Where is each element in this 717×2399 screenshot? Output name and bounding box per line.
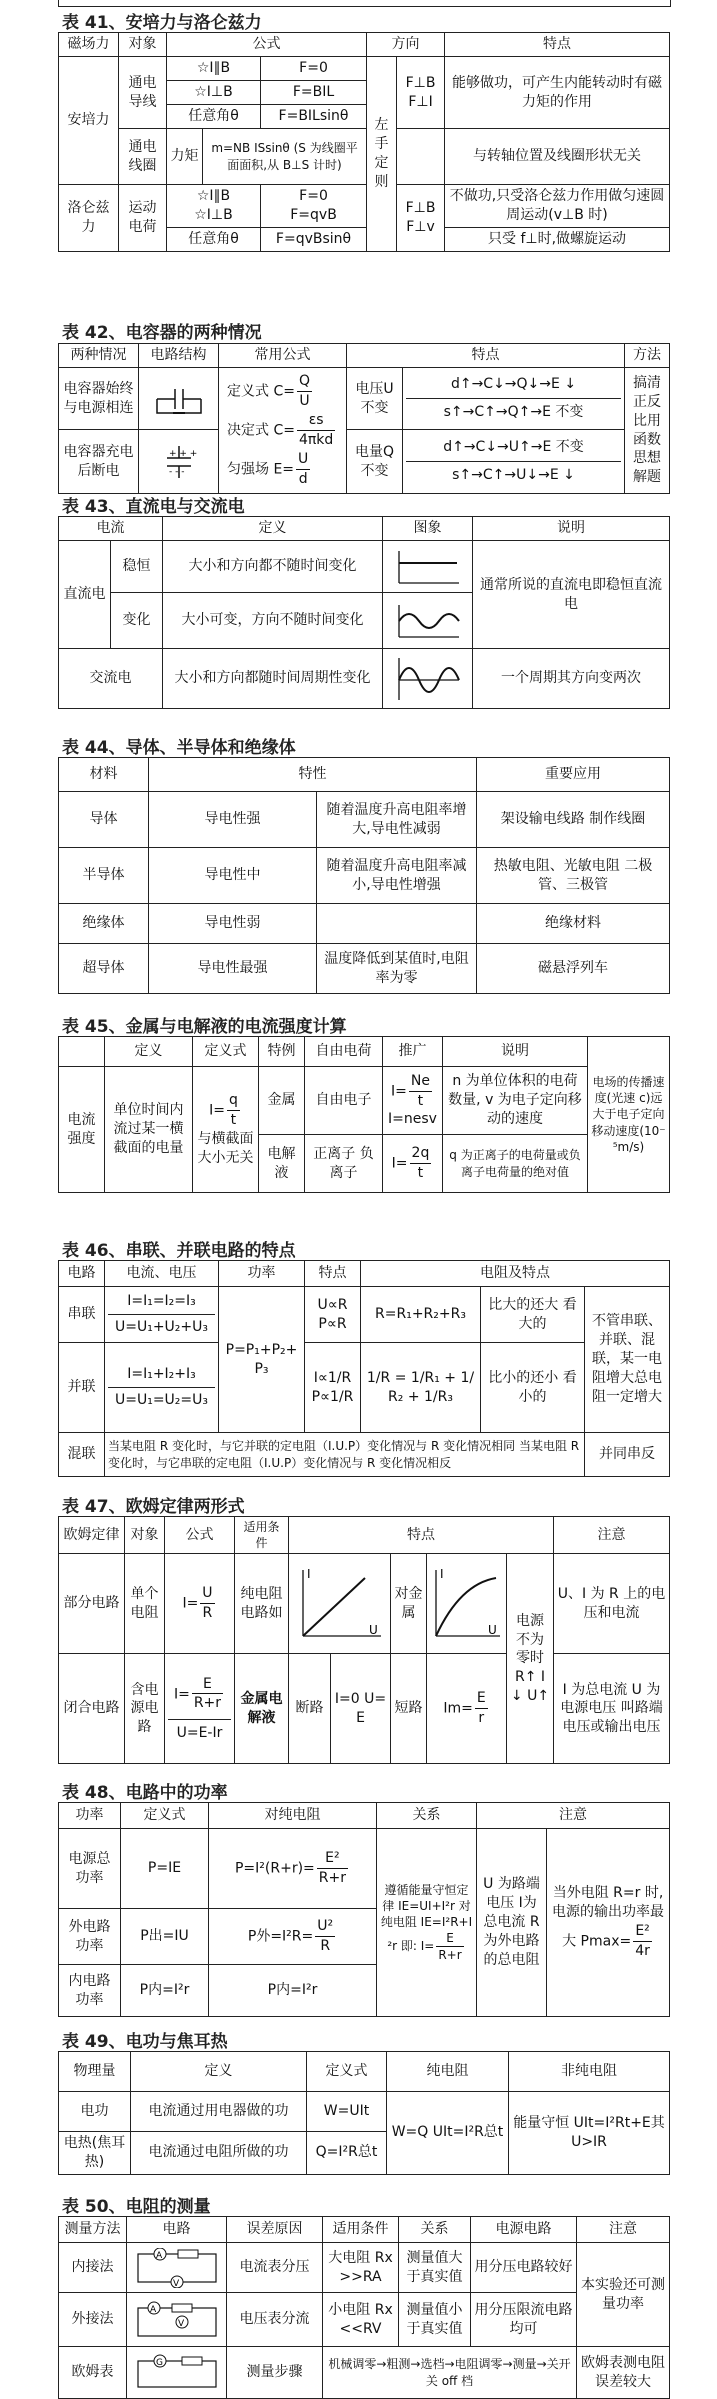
cell: 电压表分流 [227,2293,323,2347]
col-header: 特点 [445,33,670,57]
cell-line: 当外电阻 R=r 时, 电源的输出功率最大 Pmax= [552,1885,664,1950]
col-header: 两种情况 [59,344,139,368]
table-49 [58,2051,670,2175]
col-header: 方法 [625,344,670,368]
col-header: 注意 [554,1517,670,1554]
col-header: 方向 [367,33,445,57]
cell: U 为路端电压 I为总电流 R 为外电路的总电阻 [477,1829,547,2017]
steady-current-graph [383,541,473,593]
cell-line: I= [391,1155,408,1172]
cell: 大小和方向都随时间周期性变化 [163,649,383,709]
cell: 用分压电路较好 [471,2243,577,2293]
cell: 闭合电路 [59,1654,125,1764]
cell: 能量守恒 UIt=I²Rt+E其 U>IR [509,2092,670,2175]
table-47 [58,1516,670,1764]
frac-den: R [202,1605,213,1622]
table-row [59,944,670,994]
cell-line: ☆I∥B [196,188,231,204]
cell: 随着温度升高电阻率增大,导电性减弱 [317,792,477,848]
cell-line: R↑ I↓ U↑ [510,1669,550,1705]
capacitor-charged-icon [139,430,219,494]
col-header: 常用公式 [219,344,347,368]
svg-text:U: U [368,1622,378,1637]
col-header: 特点 [305,1261,361,1287]
cell: 电源总功率 [59,1829,121,1909]
col-header: 关系 [399,2217,471,2243]
col-header: 电路结构 [139,344,219,368]
cell: 含电源电路 [125,1654,165,1764]
cell: W=UIt [307,2092,387,2132]
cell: 搞清正反比用函数思想解题 [625,368,670,494]
cell: W=Q UIt=I²R总t [387,2092,509,2175]
cell: 导电性中 [149,848,317,904]
cell: 通电线圈 [119,129,167,185]
frac-num: U² [315,1917,335,1937]
cell: 大小可变，方向不随时间变化 [163,593,383,649]
frac-num: U [200,1584,214,1604]
cell-line: d↑→C↓→Q↓→E ↓ [450,376,577,393]
col-header: 自由电荷 [305,1037,383,1067]
col-header: 注意 [477,1803,670,1829]
cell: F=qvBsinθ [261,227,367,251]
ac-current-graph [383,649,473,709]
iu-curve-graph [427,1554,507,1654]
frac-den: d [298,470,308,487]
cell: 随着温度升高电阻率减小,导电性增强 [317,848,477,904]
cell: R=R₁+R₂+R₃ [361,1287,481,1343]
svg-text:I: I [440,1566,444,1581]
cell [261,185,367,228]
cell: 大小和方向都不随时间变化 [163,541,383,593]
col-header: 电阻及特点 [361,1261,670,1287]
cell: 电流通过电阻所做的功 [131,2132,307,2175]
cell-line: P外=I²R= [247,1928,314,1945]
cell: F=BILsinθ [261,105,367,129]
col-header: 适用条件 [235,1517,289,1554]
cell: 单个电阻 [125,1554,165,1654]
cell: I 为总电流 U 为电源电压 叫路端电压或输出电压 [554,1654,670,1764]
capacitor-source-icon [139,368,219,430]
cell-line: 定义式 C= [227,383,295,400]
col-header: 电流 [59,517,163,541]
cell: 任意角θ [167,227,261,251]
table-44-title: 表 44、导体、半导体和绝缘体 [62,738,296,758]
cell-line: I= [182,1595,199,1612]
cell: 欧姆表测电阻误差较大 [577,2347,670,2399]
cell: 并同串反 [585,1433,670,1477]
col-header: 欧姆定律 [59,1517,125,1554]
svg-text:A: A [155,2250,162,2261]
cell: 绝缘体 [59,904,149,944]
cell: 洛仑兹力 [59,185,119,252]
cell-line: ☆I⊥B [194,206,233,223]
col-header: 电流、电压 [105,1261,219,1287]
svg-text:I: I [306,1566,311,1581]
cell: U、I 为 R 上的电压和电流 [554,1554,670,1654]
cell: 部分电路 [59,1554,125,1654]
cell [305,1343,361,1433]
frac-den: R [320,1938,331,1954]
table-46 [58,1260,670,1477]
frac-num: q [227,1091,240,1111]
svg-text:V: V [172,2278,179,2288]
col-header: 定义 [131,2052,307,2092]
cell: 力矩 [167,129,203,185]
cell: 交流电 [59,649,163,709]
col-header: 对象 [125,1517,165,1554]
cell: 断路 [289,1654,331,1764]
col-header: 非纯电阻 [509,2052,670,2092]
cell: 金属 [259,1067,305,1135]
cell: 安培力 [59,57,119,185]
col-header: 电源电路 [471,2217,577,2243]
cell: 正离子 负离子 [305,1135,383,1193]
cell: 本实验还可测量功率 [577,2243,670,2347]
cell: F⊥B F⊥v [397,185,445,252]
cell: F=0 [261,57,367,81]
cell: 变化 [111,593,163,649]
cell: 电容器充电后断电 [59,430,139,494]
col-header: 定义式 [307,2052,387,2092]
cell-line: I=I₁+I₂+I₃ [127,1366,196,1383]
cell-line: F=0 [299,188,328,204]
cell: 串联 [59,1287,105,1343]
cell: 金属电解液 [235,1654,289,1764]
cell-line: 决定式 C= [227,422,295,439]
table-46-title: 表 46、串联、并联电路的特点 [62,1241,296,1261]
cell: 热敏电阻、光敏电阻 二极管、三极管 [477,848,670,904]
cell-line: P∝R [318,1315,347,1332]
cell: 电流强度 [59,1067,105,1193]
table-44 [58,757,670,994]
cell: 内电路功率 [59,1965,121,2017]
cell: 架设输电线路 制作线圈 [477,792,670,848]
cell: ☆I∥B [167,57,261,81]
cell: 比大的还大 看大的 [481,1287,585,1343]
cell [219,368,347,494]
col-header: 图象 [383,517,473,541]
col-header: 误差原因 [227,2217,323,2243]
cell: ☆I⊥B [167,81,261,105]
cell: 对金属 [391,1554,427,1654]
cell: P=P₁+P₂+P₃ [219,1287,305,1433]
cell-line: I=I₁=I₂=I₃ [127,1293,196,1310]
cell: 导电性强 [149,792,317,848]
frac-num: E [436,1930,463,1947]
col-header: 特例 [259,1037,305,1067]
cell: Q=I²R总t [307,2132,387,2175]
cell: 超导体 [59,944,149,994]
table-41-title: 表 41、安培力与洛仑兹力 [62,13,262,33]
cell: 电压U不变 [347,368,403,430]
col-header: 公式 [165,1517,235,1554]
col-header: 适用条件 [323,2217,399,2243]
cell: 比小的还小 看小的 [481,1343,585,1433]
cell: 大电阻 Rx>>RA [323,2243,399,2293]
cell [165,1654,235,1764]
col-header: 推广 [383,1037,443,1067]
cell: 不管串联、并联、混联，某一电阻增大总电阻一定增大 [585,1287,670,1433]
col-header: 定义 [163,517,383,541]
cell: F⊥B F⊥I [397,57,445,129]
col-header: 磁场力 [59,33,119,57]
cell: 用分压限流电路均可 [471,2293,577,2347]
cell: q 为正离子的电荷量或负离子电荷量的绝对值 [443,1135,588,1193]
table-row [59,848,670,904]
col-header: 定义式 [121,1803,209,1829]
frac-den: r [478,1710,485,1727]
frac-den: t [230,1112,237,1129]
cell: 运动电荷 [119,185,167,252]
cell: P内=I²r [121,1965,209,2017]
cell [367,57,397,252]
ohmmeter-circuit [127,2347,227,2399]
col-header: 功率 [219,1261,305,1287]
cell [167,185,261,228]
col-header: 公式 [167,33,367,57]
col-header: 说明 [443,1037,588,1067]
cell-line: I∝1/R [313,1369,352,1386]
col-header: 测量方法 [59,2217,127,2243]
cell: 与转轴位置及线圈形状无关 [445,129,670,185]
col-header: 关系 [377,1803,477,1829]
cell: 能够做功，可产生内能转动时有磁力矩的作用 [445,57,670,129]
cell-line: 与横截面大小无关 [197,1131,254,1166]
table-48 [58,1802,670,2017]
cell-line: 遵循能量守恒定律 IE=UI+I²r 对纯电阻 IE=I²R+I²r 即: I= [380,1882,473,1954]
cell: 磁悬浮列车 [477,944,670,994]
frac-den: R+r [318,1870,346,1886]
cell: 并联 [59,1343,105,1433]
cell: 纯电阻电路如 [235,1554,289,1654]
cell: 外接法 [59,2293,127,2347]
col-header: 对象 [119,33,167,57]
cell [383,1067,443,1135]
frac-num: E [192,1675,223,1695]
cell [377,1829,477,2017]
cell [403,430,625,494]
cell: 电热(焦耳热) [59,2132,131,2175]
cell-line: I= [391,1083,407,1100]
col-header: 特点 [347,344,625,368]
cell [427,1654,507,1764]
svg-text:V: V [177,2318,184,2329]
cell: 一个周期其方向变两次 [473,649,670,709]
previous-table-edge [58,0,671,7]
frac-num: εs [297,411,335,431]
cell [209,1909,377,1965]
cell: 半导体 [59,848,149,904]
cell [305,1287,361,1343]
cell: 导电性最强 [149,944,317,994]
cell: 电量Q不变 [347,430,403,494]
col-header: 对纯电阻 [209,1803,377,1829]
svg-text:+ + +: + + + [168,448,197,459]
cell: 通电导线 [119,57,167,129]
frac-num: 2q [410,1144,432,1164]
svg-text:U: U [488,1622,497,1637]
dir-rule: 左手定则 [374,117,389,190]
cell-line: F=qvB [290,206,337,223]
col-header: 定义式 [193,1037,259,1067]
cell [507,1554,554,1764]
svg-text:G: G [155,2357,163,2368]
cell-line: I=nesv [388,1111,437,1128]
cell: 电容器始终与电源相连 [59,368,139,430]
cell: 单位时间内流过某一横截面的电量 [105,1067,193,1193]
cell-line: I= [173,1685,190,1702]
cell: 只受 f⊥时,做螺旋运动 [445,227,670,251]
table-50-title: 表 50、电阻的测量 [62,2197,211,2217]
cell: F=BIL [261,81,367,105]
cell-line: I= [209,1102,225,1119]
frac-den: U [299,393,310,410]
table-41 [58,32,670,252]
cell: 短路 [391,1654,427,1764]
cell: 电流表分压 [227,2243,323,2293]
frac-num: Q [297,372,312,392]
table-42 [58,343,670,494]
cell: m=NB ISsinθ (S 为线圈平面面积,从 B⊥S 计时) [203,129,367,185]
cell [59,1037,105,1067]
col-header: 说明 [473,517,670,541]
col-header: 重要应用 [477,758,670,792]
cell: 自由电子 [305,1067,383,1135]
outer-connection-circuit [127,2293,227,2347]
cell-line: U=U₁=U₂=U₃ [108,1387,215,1410]
cell-line: U=U₁+U₂+U₃ [108,1314,215,1337]
cell-line: s↑→C↑→Q↑→E 不变 [406,398,621,422]
col-header: 定义 [105,1037,193,1067]
frac-num: E² [317,1849,348,1869]
cell-line: P∝1/R [311,1388,354,1405]
inner-connection-circuit [127,2243,227,2293]
cell: 欧姆表 [59,2347,127,2399]
cell-line: d↑→C↓→U↑→E 不变 [443,439,584,456]
cell: 当某电阻 R 变化时，与它并联的定电阻（I.U.P）变化情况与 R 变化情况相同 当某电阻 R 变化时，与它串联的定电阻（I.U.P）变化情况与 R 变化情况相反 [105,1433,585,1477]
cell: 机械调零→粗测→选档→电阻调零→测量→关开关 off 档 [323,2347,577,2399]
cell: 混联 [59,1433,105,1477]
cell: 1/R = 1/R₁ + 1/R₂ + 1/R₃ [361,1343,481,1433]
svg-text:A: A [149,2304,156,2315]
frac-den: t [417,1092,424,1109]
col-header: 材料 [59,758,149,792]
table-row [59,904,670,944]
frac-num: E [475,1689,488,1709]
cell [383,1135,443,1193]
cell [403,368,625,430]
cell: P=IE [121,1829,209,1909]
cell: 通常所说的直流电即稳恒直流电 [473,541,670,649]
table-45 [58,1036,670,1193]
col-header: 物理量 [59,2052,131,2092]
cell [317,904,477,944]
frac-den: 4r [635,1942,650,1959]
frac-den: 4πkd [298,432,334,448]
cell-line: 匀强场 E= [227,461,295,478]
cell-line: 电源不为零时 [516,1612,544,1667]
cell-line: U=E-Ir [168,1719,231,1743]
cell: 稳恒 [111,541,163,593]
cell [105,1287,219,1343]
cell: 内接法 [59,2243,127,2293]
cell: 小电阻 Rx<<RV [323,2293,399,2347]
col-header: 特性 [149,758,477,792]
cell: 电流通过用电器做的功 [131,2092,307,2132]
cell: 绝缘材料 [477,904,670,944]
cell: 导电性弱 [149,904,317,944]
table-48-title: 表 48、电路中的功率 [62,1783,228,1803]
cell [165,1554,235,1654]
col-header: 功率 [59,1803,121,1829]
cell: 任意角θ [167,105,261,129]
cell: 测量步骤 [227,2347,323,2399]
cell [547,1829,670,2017]
cell: 电解液 [259,1135,305,1193]
cell: 外电路功率 [59,1909,121,1965]
cell-line: P=I²(R+r)= [234,1860,315,1877]
cell-line: s↑→C↑→U↓→E ↓ [406,461,621,485]
frac-den: R+r [193,1695,222,1712]
col-header: 电路 [59,1261,105,1287]
table-43-title: 表 43、直流电与交流电 [62,497,245,517]
table-45-title: 表 45、金属与电解液的电流强度计算 [62,1017,347,1037]
table-42-title: 表 42、电容器的两种情况 [62,323,262,343]
cell [193,1067,259,1193]
cell [105,1343,219,1433]
cell: 电场的传播速度(光速 c)远大于电子定向移动速度(10⁻⁵m/s) [588,1037,670,1193]
cell: n 为单位体积的电荷数量, v 为电子定向移动的速度 [443,1067,588,1135]
table-row [59,792,670,848]
frac-num: U [296,450,310,470]
varying-current-graph [383,593,473,649]
table-50 [58,2216,670,2399]
cell [397,129,445,185]
cell: I=0 U=E [331,1654,391,1764]
table-47-title: 表 47、欧姆定律两形式 [62,1497,245,1517]
cell: 导体 [59,792,149,848]
cell: 温度降低到某值时,电阻率为零 [317,944,477,994]
iu-line-graph [289,1554,391,1654]
table-43 [58,516,670,709]
cell: 测量值大于真实值 [399,2243,471,2293]
col-header: 特点 [289,1517,554,1554]
frac-num: Ne [409,1072,432,1092]
cell [209,1829,377,1909]
frac-num: E² [633,1922,652,1942]
cell: 直流电 [59,541,111,649]
cell: 测量值小于真实值 [399,2293,471,2347]
table-49-title: 表 49、电功与焦耳热 [62,2032,228,2052]
svg-text:- - -: - - - [168,466,184,477]
cell-line: Im= [443,1700,473,1717]
col-header: 注意 [577,2217,670,2243]
cell: 不做功,只受洛仑兹力作用做匀速圆周运动(v⊥B 时) [445,185,670,228]
cell: P内=I²r [209,1965,377,2017]
cell-line: U∝R [317,1296,348,1313]
frac-den: t [417,1165,424,1181]
cell: P出=IU [121,1909,209,1965]
col-header: 电路 [127,2217,227,2243]
cell: 电功 [59,2092,131,2132]
col-header: 纯电阻 [387,2052,509,2092]
frac-den: R+r [438,1948,462,1963]
